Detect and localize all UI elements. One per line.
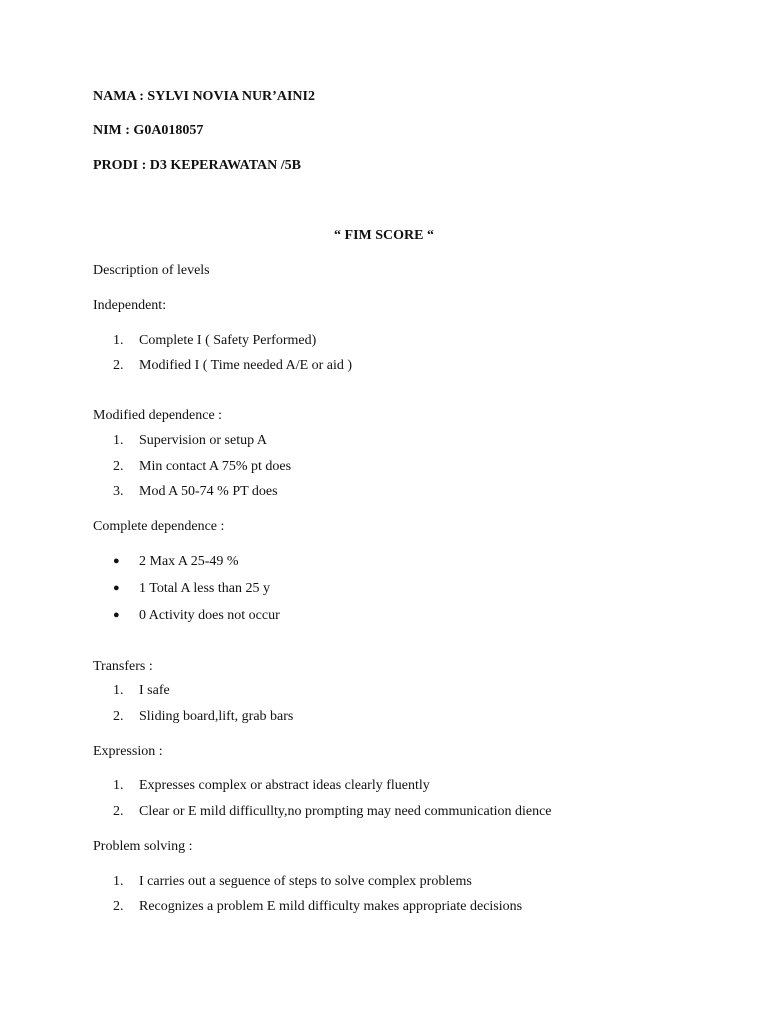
independent-heading: Independent:: [93, 298, 167, 313]
list-item-text: I safe: [139, 683, 170, 698]
list-item-text: Complete I ( Safety Performed): [139, 333, 317, 348]
list-item-text: 2 Max A 25-49 %: [139, 554, 239, 569]
list-number: 2.: [113, 709, 124, 724]
list-item: [113, 874, 472, 890]
list-item: [113, 484, 278, 500]
list-item-text: Clear or E mild difficullty,no prompting may need communication dience: [139, 804, 552, 819]
modified-dependence-heading: Modified dependence :: [93, 408, 223, 423]
transfers-heading: Transfers :: [93, 659, 153, 674]
list-item: [113, 433, 267, 449]
list-item-text: Min contact A 75% pt does: [139, 459, 292, 474]
list-item: [113, 709, 293, 725]
list-item: [113, 804, 552, 820]
list-item: [113, 778, 430, 794]
list-number: 1.: [113, 874, 124, 889]
list-number: 1.: [113, 778, 124, 793]
list-item-text: I carries out a seguence of steps to solve complex problems: [139, 874, 472, 889]
list-number: 2.: [113, 804, 124, 819]
list-item-text: Expresses complex or abstract ideas clearly fluently: [139, 778, 430, 793]
list-item: [113, 581, 270, 597]
list-item: [113, 683, 170, 699]
list-item-text: 0 Activity does not occur: [139, 608, 280, 623]
list-item: [113, 899, 522, 915]
list-item-text: Supervision or setup A: [139, 433, 267, 448]
list-number: 1.: [113, 683, 124, 698]
bullet-icon: ●: [113, 609, 120, 621]
list-item: [113, 554, 239, 570]
list-item-text: Modified I ( Time needed A/E or aid ): [139, 358, 353, 373]
list-item-text: Recognizes a problem E mild difficulty makes appropriate decisions: [139, 899, 523, 914]
list-item: [113, 333, 316, 349]
student-name: NAMA : SYLVI NOVIA NUR’AINI2: [93, 89, 315, 104]
bullet-icon: ●: [113, 555, 120, 567]
list-item-text: Sliding board,lift, grab bars: [139, 709, 294, 724]
list-number: 3.: [113, 484, 124, 499]
bullet-icon: ●: [113, 582, 120, 594]
list-item-text: 1 Total A less than 25 y: [139, 581, 270, 596]
list-number: 2.: [113, 358, 124, 373]
list-number: 2.: [113, 459, 124, 474]
document-title: “ FIM SCORE “: [334, 228, 434, 243]
student-nim: NIM : G0A018057: [93, 123, 204, 138]
description-heading: Description of levels: [93, 263, 210, 278]
list-number: 2.: [113, 899, 124, 914]
list-item: [113, 608, 280, 624]
list-number: 1.: [113, 433, 124, 448]
list-item: [113, 459, 291, 475]
complete-dependence-heading: Complete dependence :: [93, 519, 225, 534]
expression-heading: Expression :: [93, 744, 163, 759]
list-number: 1.: [113, 333, 124, 348]
problem-solving-heading: Problem solving :: [93, 839, 193, 854]
student-prodi: PRODI : D3 KEPERAWATAN /5B: [93, 158, 301, 173]
list-item-text: Mod A 50-74 % PT does: [139, 484, 278, 499]
list-item: [113, 358, 352, 374]
